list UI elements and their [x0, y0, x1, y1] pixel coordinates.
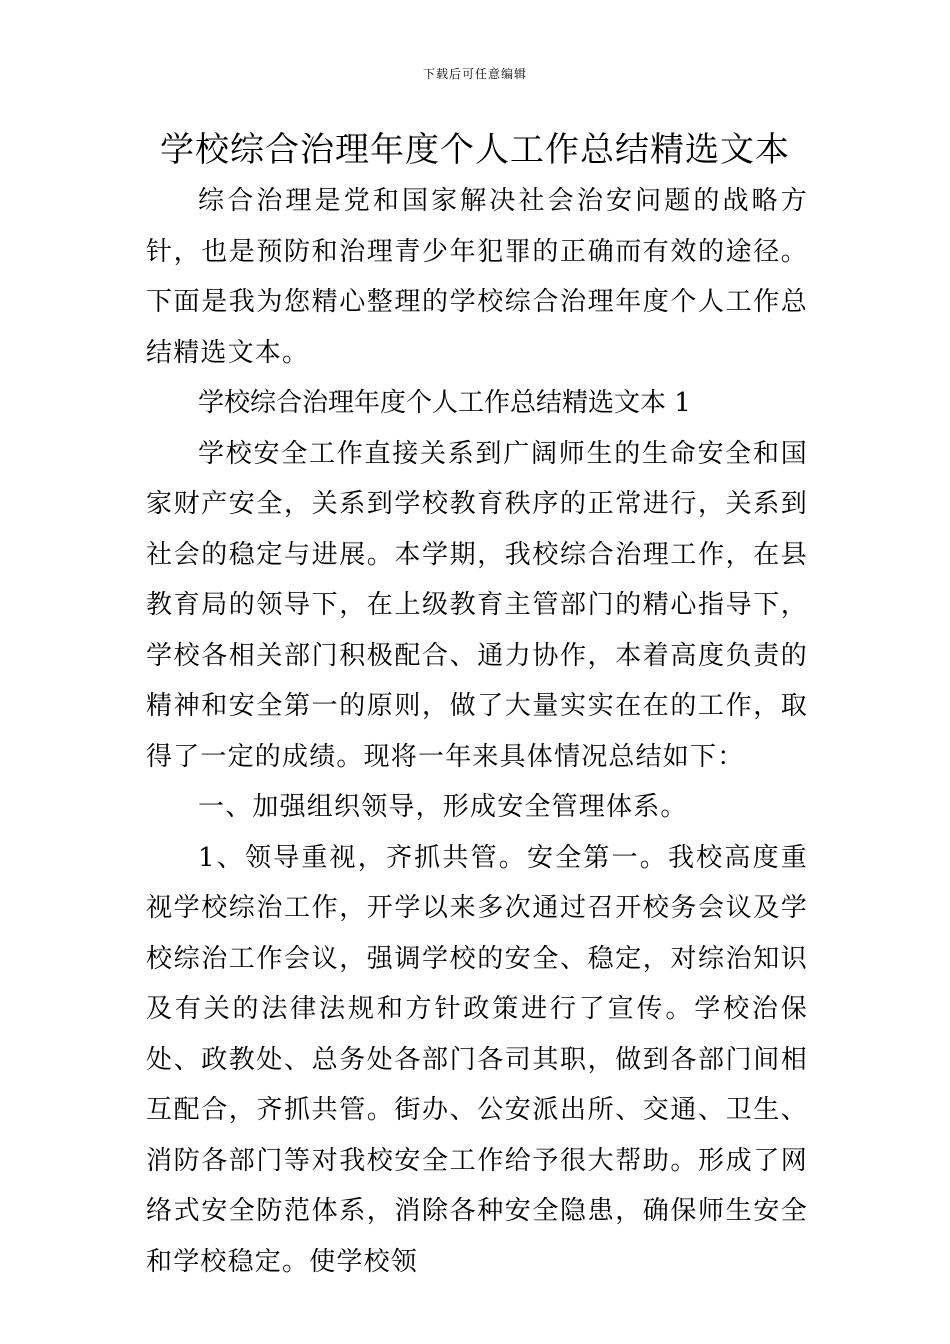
subsection-heading: 一、加强组织领导，形成安全管理体系。 — [198, 792, 688, 822]
section-heading: 学校综合治理年度个人工作总结精选文本 1 — [198, 388, 691, 418]
header-note: 下载后可任意编辑 — [422, 67, 527, 81]
body-paragraph: 学校安全工作直接关系到广阔师生的生命安全和国家财产安全，关系到学校教育秩序的正常进行，关系到社会的稳定与进展。本学期，我校综合治理工作，在县教育局的领导下，在上级教育主管部门的精心指导下，学校各相关部门积极配合、通力协作，本着高度负责的精神和安全第一的原则，做了大量实实在在的工作，取得了一定的成绩。现将一年来具体情况总结如下： — [146, 438, 808, 772]
body-paragraph: 1、领导重视，齐抓共管。安全第一。我校高度重视学校综治工作，开学以来多次通过召开校务会议及学校综治工作会议，强调学校的安全、稳定，对综治知识及有关的法律法规和方针政策进行了宣传。学校治保处、政教处、总务处各部门各司其职，做到各部门间相互配合，齐抓共管。街办、公安派出所、交通、卫生、消防各部门等对我校安全工作给予很大帮助。形成了网络式安全防范体系，消除各种安全隐患，确保师生安全和学校稳定。使学校领 — [146, 842, 808, 1277]
document-title: 学校综合治理年度个人工作总结精选文本 — [160, 130, 790, 170]
intro-paragraph: 综合治理是党和国家解决社会治安问题的战略方针，也是预防和治理青少年犯罪的正确而有效的途径。下面是我为您精心整理的学校综合治理年度个人工作总结精选文本。 — [146, 186, 808, 368]
document-body — [146, 176, 808, 1287]
